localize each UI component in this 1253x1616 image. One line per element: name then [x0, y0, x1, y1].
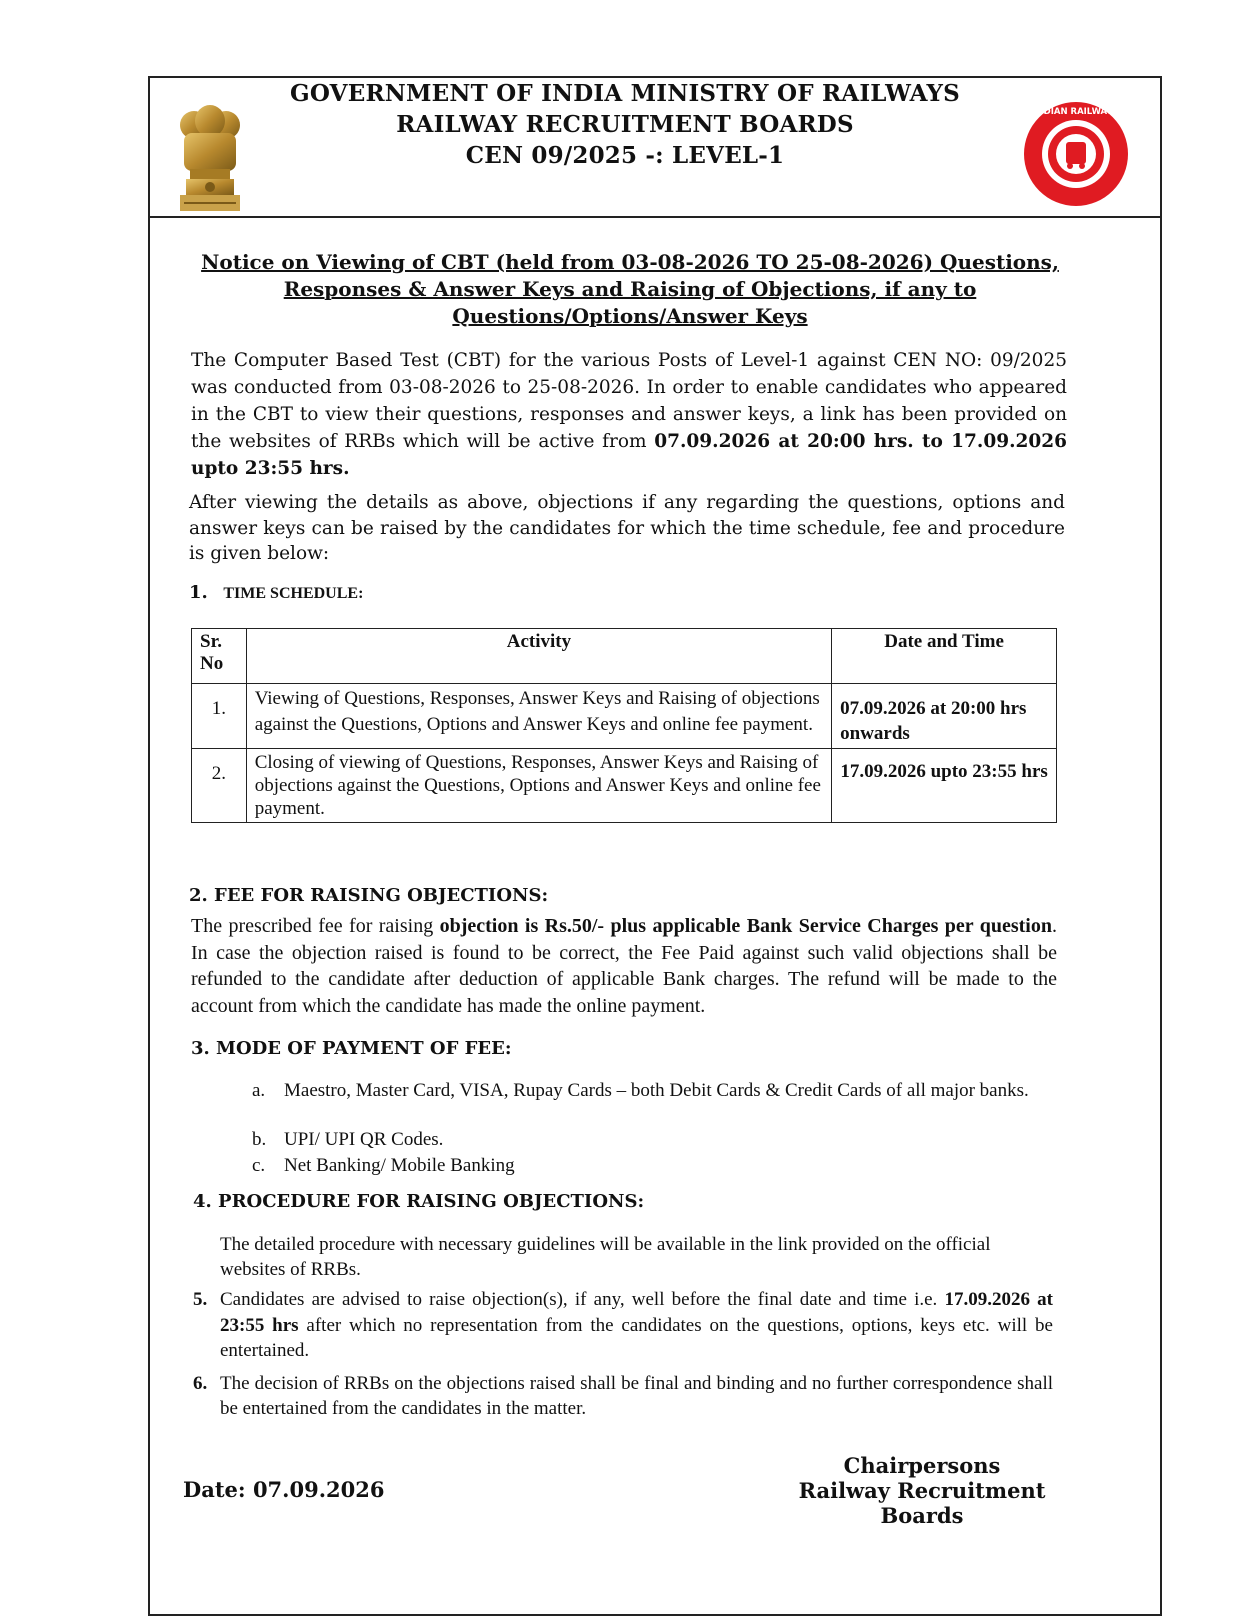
- row-2-sr: 2.: [192, 749, 247, 823]
- intro-text: The Computer Based Test (CBT) for the various Posts of Level-1 against CEN NO: 09/2025 was conducted from 03-08-2026 to 25-08-2026. In order to enable candidates who appeared in the CBT to view their questions, responses and answer keys, a link has been provided on the websites of RRBs which will be active from: [191, 350, 1067, 452]
- intro-paragraph: [191, 347, 1067, 482]
- section-6-number: 6.: [193, 1373, 208, 1394]
- notice-title-line-2: Responses & Answer Keys and Raising of Objections, if any to: [283, 277, 977, 301]
- row-1-sr: 1.: [192, 684, 247, 749]
- para-objections: After viewing the details as above, objections if any regarding the questions, options and answer keys can be raised by the candidates for which the time schedule, fee and procedure is given below:: [189, 492, 1065, 564]
- list-item: [252, 1129, 1042, 1151]
- row-1-datetime: 07.09.2026 at 20:00 hrs onwards: [832, 684, 1057, 749]
- header-line-1: GOVERNMENT OF INDIA MINISTRY OF RAILWAYS: [290, 80, 960, 107]
- payment-item-b-text: UPI/ UPI QR Codes.: [284, 1129, 444, 1150]
- payment-item-a-text: Maestro, Master Card, VISA, Rupay Cards – both Debit Cards & Credit Cards of all major banks.: [284, 1080, 1029, 1101]
- national-emblem-icon: [170, 103, 250, 215]
- list-item: [252, 1078, 1042, 1103]
- section-4-text: The detailed procedure with necessary guidelines will be available in the link provided on the official websites of RRBs.: [220, 1234, 991, 1280]
- section-2-paragraph: [191, 913, 1057, 1019]
- col-header-datetime: Date and Time: [832, 629, 1057, 684]
- list-item: [252, 1155, 1042, 1177]
- section-1-heading: [189, 582, 363, 603]
- signature-line-1: Chairpersons: [843, 1453, 1001, 1478]
- payment-item-a-marker: a.: [252, 1080, 266, 1101]
- section-5-text-end: after which no representation from the candidates on the questions, options, keys etc. will be entertained.: [220, 1314, 1053, 1361]
- row-1-activity: Viewing of Questions, Responses, Answer Keys and Raising of objections against the Questions, Options and Answer Keys and online fee payment.: [246, 684, 831, 749]
- table-row: [192, 749, 1057, 823]
- signature-line-2: Railway Recruitment Boards: [798, 1478, 1046, 1528]
- intro-dates-bold: 07.09.2026 at 20:00 hrs. to 17.09.2026 upto 23:55 hrs.: [191, 431, 1067, 479]
- col-header-sr: Sr. No: [192, 629, 247, 684]
- section-5-number: 5.: [193, 1289, 208, 1310]
- section-6-text: The decision of RRBs on the objections raised shall be final and binding and no further correspondence shall be entertained from the candidates in the matter.: [220, 1373, 1053, 1419]
- section-2-heading: 2. FEE FOR RAISING OBJECTIONS:: [189, 885, 549, 906]
- section-3-heading: 3. MODE OF PAYMENT OF FEE:: [191, 1038, 512, 1059]
- section-2-text-end: . In case the objection raised is found to be correct, the Fee Paid against such valid objections shall be refunded to the candidate after deduction of applicable Bank charges. The refund will be made to the account from which the candidate has made the online payment.: [191, 915, 1057, 1017]
- col-header-activity: Activity: [246, 629, 831, 684]
- header-line-2: RAILWAY RECRUITMENT BOARDS: [396, 111, 854, 138]
- logo-text: INDIAN RAILWAYS: [1033, 107, 1119, 117]
- section-2-bold: objection is Rs.50/- plus applicable Bank Service Charges per question: [439, 915, 1052, 937]
- section-5-body: [220, 1287, 1053, 1364]
- section-1-number: 1.: [189, 582, 208, 603]
- table-header-row: [192, 629, 1057, 684]
- payment-item-c-text: Net Banking/ Mobile Banking: [284, 1155, 515, 1176]
- payment-item-c-marker: c.: [252, 1155, 266, 1176]
- indian-railways-logo: [1022, 100, 1130, 208]
- table-row: [192, 684, 1057, 749]
- section-1-title: TIME SCHEDULE:: [223, 585, 364, 602]
- section-2-text-start: The prescribed fee for raising: [191, 915, 440, 937]
- section-5-item: [193, 1287, 1053, 1364]
- header-separator: [148, 216, 1162, 218]
- section-6-item: [193, 1371, 1053, 1421]
- payment-item-b-marker: b.: [252, 1129, 267, 1150]
- section-4-heading: 4. PROCEDURE FOR RAISING OBJECTIONS:: [193, 1191, 645, 1212]
- time-schedule-table: [191, 628, 1057, 823]
- footer-date: Date: 07.09.2026: [183, 1477, 385, 1502]
- notice-title-line-3: Questions/Options/Answer Keys: [452, 304, 808, 328]
- header-line-3: CEN 09/2025 -: LEVEL-1: [465, 142, 785, 169]
- section-5-bold: 17.09.2026 at 23:55 hrs: [220, 1289, 1054, 1336]
- row-2-activity: Closing of viewing of Questions, Responses, Answer Keys and Raising of objections against the Questions, Options and Answer Keys and online fee payment.: [246, 749, 831, 823]
- section-5-text-start: Candidates are advised to raise objection(s), if any, well before the final date and time i.e.: [220, 1289, 945, 1310]
- row-2-datetime: 17.09.2026 upto 23:55 hrs: [832, 749, 1057, 823]
- notice-title-line-1: Notice on Viewing of CBT (held from 03-08-2026 TO 25-08-2026) Questions,: [201, 250, 1059, 274]
